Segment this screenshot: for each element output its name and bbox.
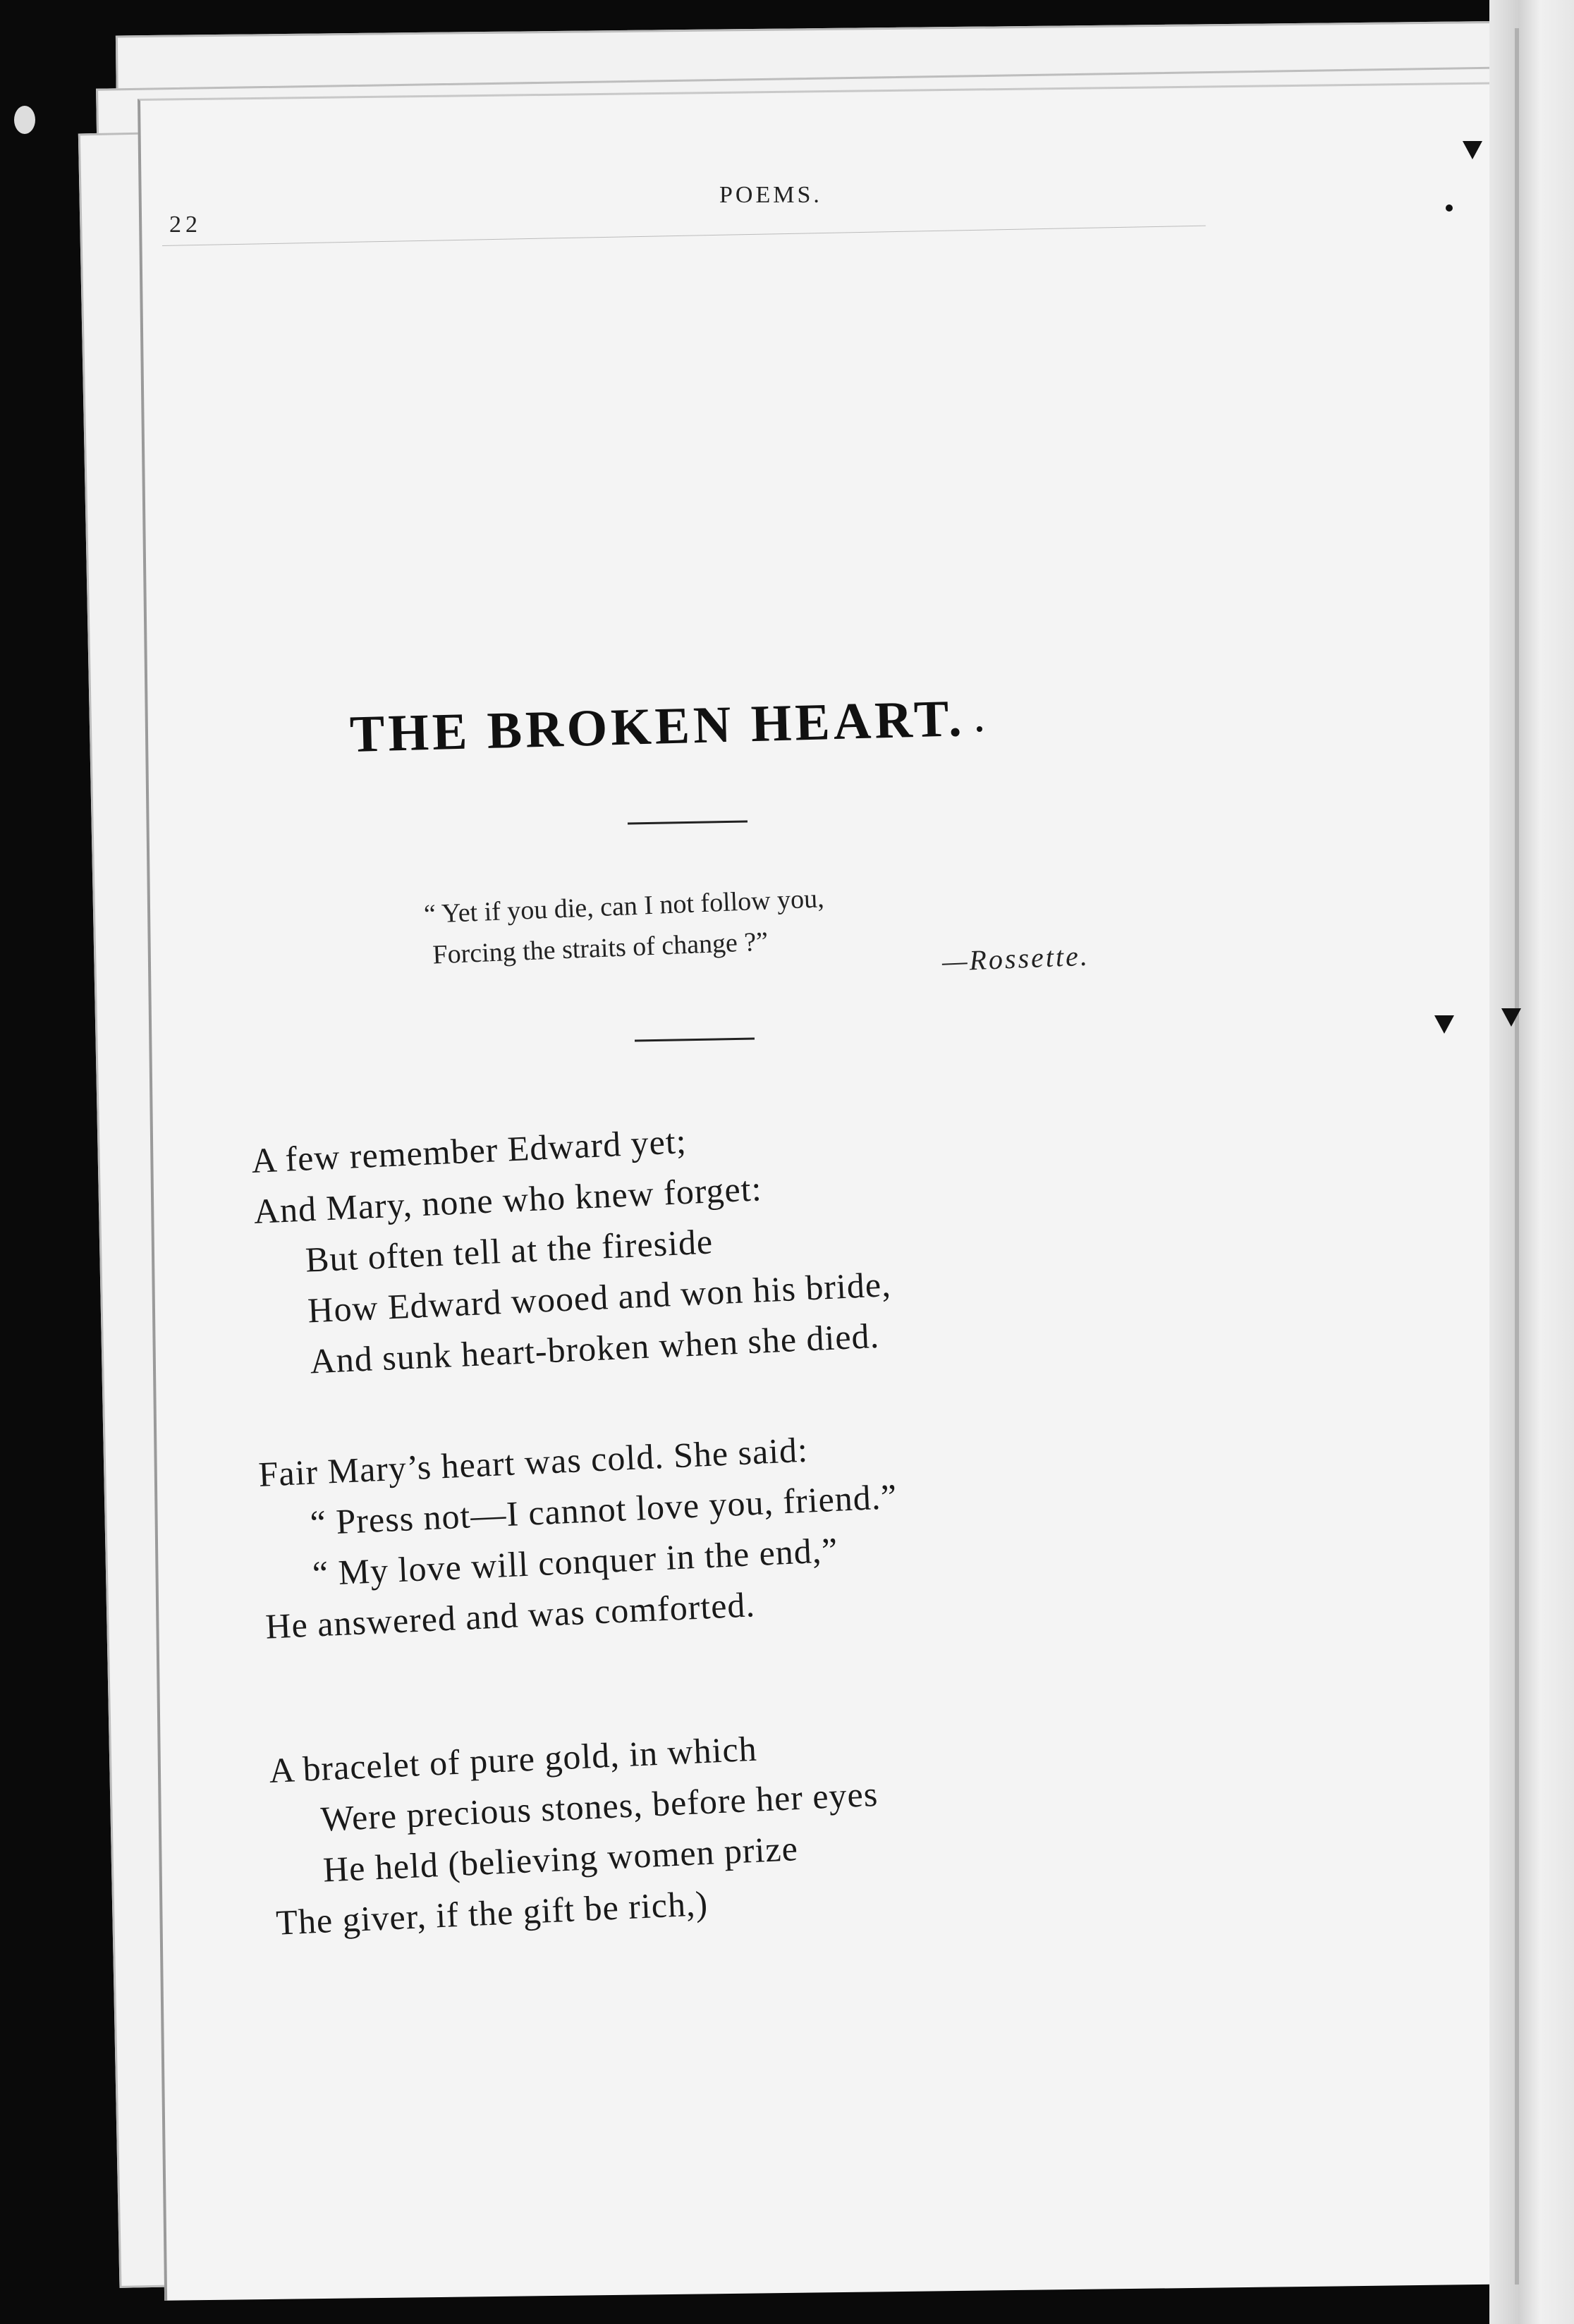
verse-line: And Mary, none who knew forget: (252, 1168, 763, 1231)
binding-gutter (1489, 0, 1574, 2324)
poem-title: THE BROKEN HEART. (349, 690, 966, 764)
verse-line: He answered and was comforted. (264, 1584, 757, 1646)
verse-line: “ Press not—I cannot love you, friend.” (309, 1476, 898, 1543)
binding-crease (1515, 28, 1519, 2285)
verse-line: The giver, if the gift be rich,) (275, 1883, 709, 1943)
verse-line: He held (believing women prize (322, 1828, 799, 1890)
stanza-1 (250, 1106, 894, 1388)
verse-line: But often tell at the fireside (304, 1221, 714, 1280)
verse-line: How Edward wooed and won his bride, (307, 1264, 892, 1331)
scan-speck (977, 726, 982, 732)
running-head-title: POEMS. (719, 182, 822, 208)
epigraph (423, 878, 826, 976)
stanza-2 (257, 1420, 903, 1652)
epigraph-attribution: —Rossette. (941, 939, 1090, 977)
stanza-3 (268, 1718, 884, 1948)
binding-mark (1463, 141, 1482, 159)
verse-line: “ My love will conquer in the end,” (311, 1529, 839, 1594)
binding-mark (1434, 1015, 1454, 1034)
binding-mark (1501, 1008, 1521, 1027)
page-number: 22 (169, 212, 202, 238)
scan-speck (1446, 204, 1453, 212)
epigraph-line: “ Yet if you die, can I not follow you, (423, 883, 825, 929)
verse-line: A bracelet of pure gold, in which (268, 1728, 758, 1790)
verse-line: A few remember Edward yet; (250, 1120, 688, 1180)
verse-line: Fair Mary’s heart was cold. She said: (257, 1429, 810, 1494)
verse-line: And sunk heart-broken when she died. (309, 1315, 881, 1381)
verse-line: Were precious stones, before her eyes (319, 1773, 879, 1839)
epigraph-line: Forcing the straits of change ?” (432, 926, 769, 970)
scan-speck (14, 106, 35, 134)
